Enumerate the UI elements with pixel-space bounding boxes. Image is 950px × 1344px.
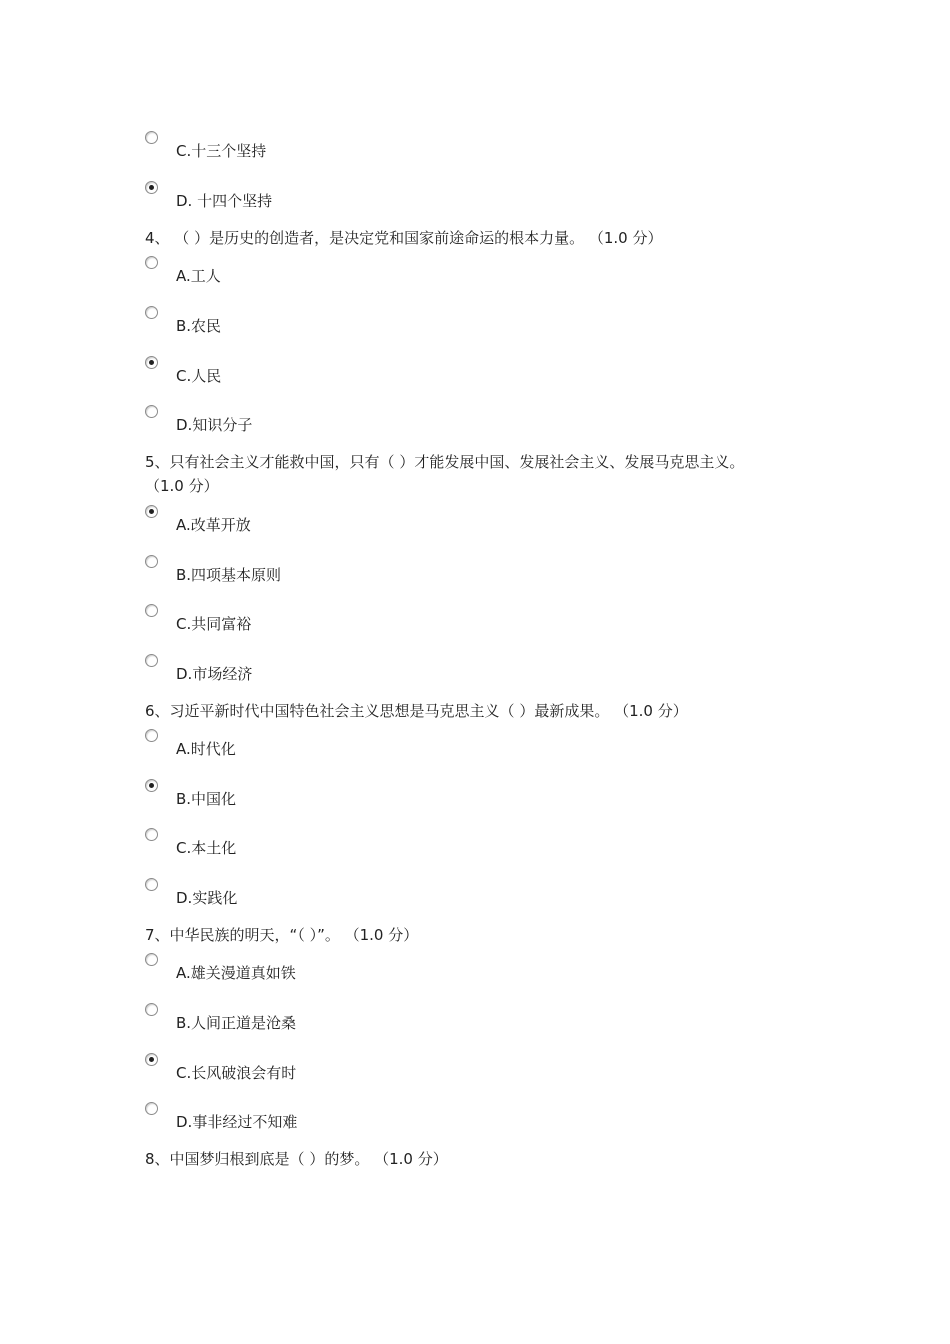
question-text: 7、中华民族的明天，“（ ）”。 （1.0 分） [145, 926, 419, 944]
radio-icon[interactable] [145, 1102, 158, 1115]
option-label: D.事非经过不知难 [176, 1113, 298, 1131]
option-label: D. 十四个坚持 [176, 192, 273, 210]
option-label: B.四项基本原则 [176, 566, 282, 584]
question-text: 6、习近平新时代中国特色社会主义思想是马克思主义（ ）最新成果。 （1.0 分） [145, 702, 688, 720]
option-label: C.本土化 [176, 839, 237, 857]
question-text: 4、 （ ）是历史的创造者，是决定党和国家前途命运的根本力量。 （1.0 分） [145, 229, 663, 247]
question-text: 8、中国梦归根到底是（ ）的梦。 （1.0 分） [145, 1150, 448, 1168]
radio-icon[interactable] [145, 1003, 158, 1016]
radio-icon[interactable] [145, 654, 158, 667]
radio-icon[interactable] [145, 604, 158, 617]
option-label: C.人民 [176, 367, 222, 385]
option-label: B.农民 [176, 317, 222, 335]
option-label: C.共同富裕 [176, 615, 252, 633]
radio-icon[interactable] [145, 405, 158, 418]
radio-icon[interactable] [145, 306, 158, 319]
option-label: A.改革开放 [176, 516, 251, 534]
radio-selected-icon[interactable] [145, 505, 158, 518]
radio-icon[interactable] [145, 828, 158, 841]
radio-selected-icon[interactable] [145, 779, 158, 792]
radio-icon[interactable] [145, 555, 158, 568]
option-label: D.知识分子 [176, 416, 253, 434]
radio-icon[interactable] [145, 878, 158, 891]
option-label: A.工人 [176, 267, 221, 285]
option-label: B.人间正道是沧桑 [176, 1014, 297, 1032]
radio-icon[interactable] [145, 953, 158, 966]
radio-icon[interactable] [145, 131, 158, 144]
radio-selected-icon[interactable] [145, 356, 158, 369]
option-label: A.时代化 [176, 740, 236, 758]
radio-selected-icon[interactable] [145, 1053, 158, 1066]
option-label: B.中国化 [176, 790, 237, 808]
question-text: 5、只有社会主义才能救中国，只有（ ）才能发展中国、发展社会主义、发展马克思主义。 （1.0 分） [145, 453, 745, 495]
option-label: D.市场经济 [176, 665, 253, 683]
option-label: A.雄关漫道真如铁 [176, 964, 296, 982]
radio-selected-icon[interactable] [145, 181, 158, 194]
radio-icon[interactable] [145, 256, 158, 269]
radio-icon[interactable] [145, 729, 158, 742]
option-label: C.十三个坚持 [176, 142, 267, 160]
option-label: C.长风破浪会有时 [176, 1064, 297, 1082]
option-label: D.实践化 [176, 889, 238, 907]
